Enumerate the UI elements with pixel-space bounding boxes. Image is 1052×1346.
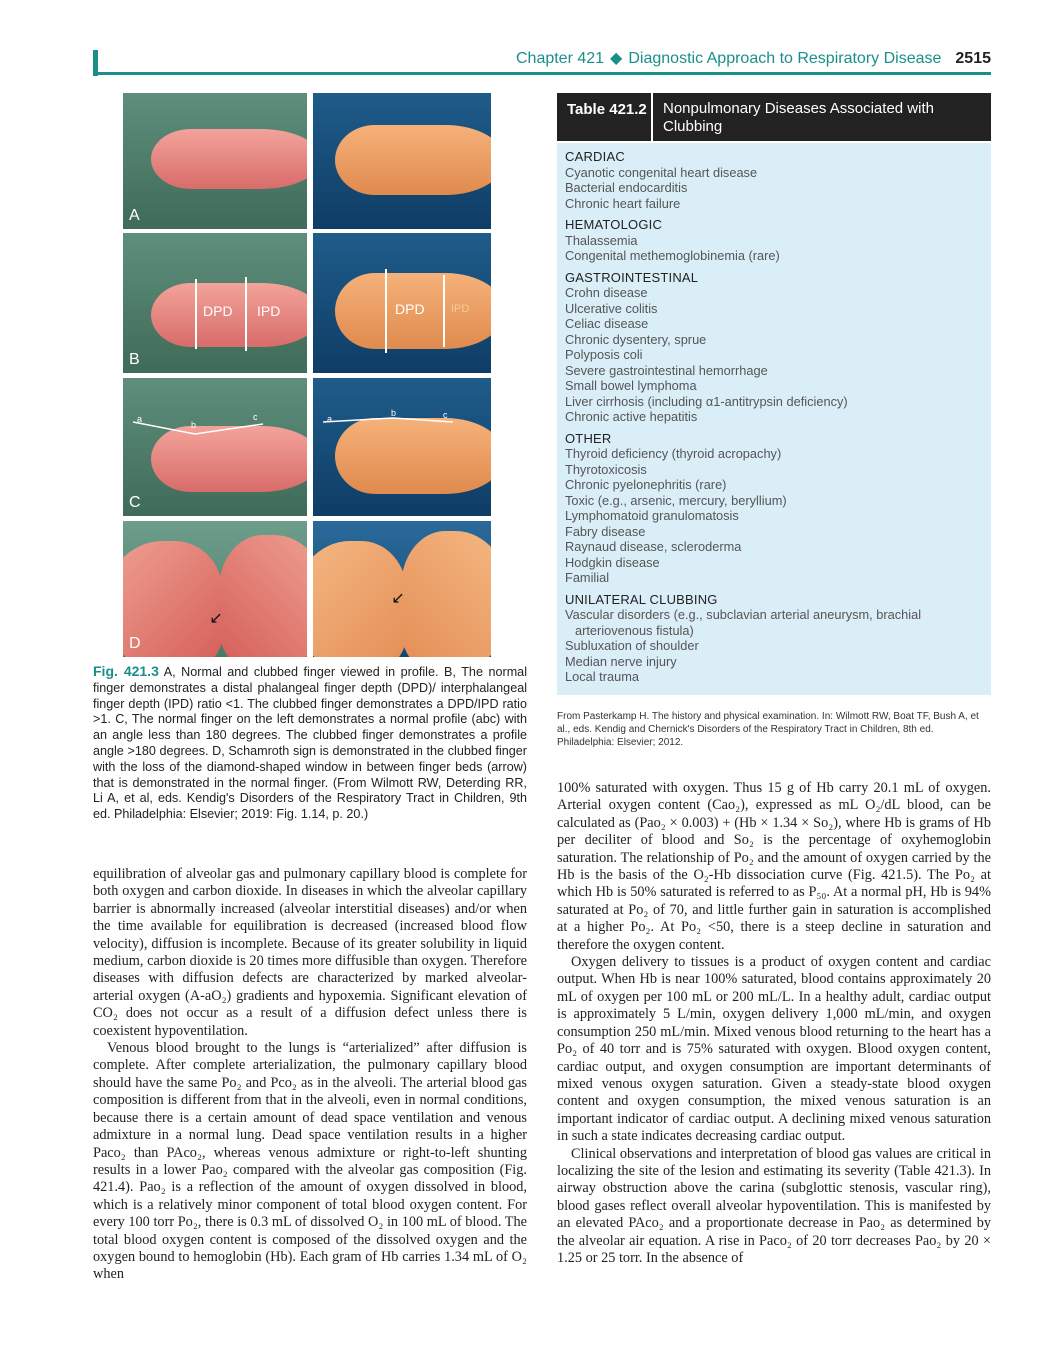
paragraph: Venous blood brought to the lungs is “arterialized” after diffusion is complete. After complete arterialization, the pulmonary capillary blood should have the same Po₂ and Pco₂ as in the alveoli. The arterial blood gas composition is different from that in the alveoli, even in normal conditions, because there is a certain amount of dead space ventilation and venous admixture in a normal lung. Dead space ventilation results in a higher Paco₂ than PAco₂, whereas venous admixture or right-to-left shunting results in a lower Pao₂ compared with the alveolar gas composition (Fig. 421.4). Pao₂ is a reflection of the amount of oxygen dissolved in blood, which is a relatively minor component of total blood oxygen content. For every 100 torr Po₂, there is 0.3 mL of dissolved O₂ in 100 mL of blood. The total blood oxygen content is composed of the dissolved oxygen and the oxygen bound to hemoglobin (Hb). Each gram of Hb carries 1.34 mL of O₂ when — [93, 1040, 527, 1283]
list-item: Lymphomatoid granulomatosis — [565, 508, 739, 523]
paragraph: Oxygen delivery to tissues is a product of oxygen content and cardiac output. When Hb is near 100% saturated, blood contains approximately 20 mL of oxygen per 100 mL or 200 mL/L. In a healthy adult, cardiac output is approximately 5 L/min, oxygen delivery 1,000 mL/min, and oxygen consumption 250 mL/min. Mixed venous blood returning to the heart has a Po₂ of 40 torr and is 75% saturated with oxygen. Blood oxygen content, cardiac output, and oxygen consumption are important determinants of mixed venous oxygen saturation. Given a steady-state blood oxygen content and oxygen consumption, the mixed venous saturation is an important indicator of cardiac output. A declining mixed venous saturation in such a state indicates decreasing cardiac output. — [557, 954, 991, 1145]
table-title: Nonpulmonary Diseases Associated with Clubbing — [663, 100, 934, 135]
list-item: Crohn disease — [565, 285, 648, 300]
list-item: arteriovenous fistula) — [575, 622, 694, 638]
finger-shape — [151, 129, 307, 189]
dpd-arrow — [195, 279, 197, 349]
list-item: Chronic active hepatitis — [565, 409, 698, 424]
figure-caption-text: A, Normal and clubbed finger viewed in profile. B, The normal finger demonstrates a distal phalangeal finger depth (DPD)/ interphalangeal finger depth (IPD) ratio <1. The clubbed finger demonstrates a DPD/IPD ratio >1. C, The normal finger on the left demonstrates a normal profile (abc) with an angle less than 180 degrees. The clubbed finger demonstrates a profile angle >180 degrees. D, Schamroth sign is demonstrated in the clubbed finger with the loss of the diamond-shaped window in between finger beds (arrow) that is demonstrated in the normal finger. (From Wilmott RW, Deterding RR, Li A, et al, eds. Kendig's Disorders of the Respiratory Tract in Children, 9th ed. Philadelphia: Elsevier; 2019: Fig. 1.14, p. 20.) — [93, 665, 527, 822]
list-item: Thalassemia — [565, 232, 638, 248]
list-item: Hodgkin disease — [565, 554, 660, 570]
panel-label-c: C — [129, 494, 141, 511]
photo-d-normal — [123, 521, 307, 657]
list-item: Polyposis coli — [565, 347, 643, 362]
arrow-icon: ↓ — [204, 607, 228, 630]
table-421-2 — [557, 93, 991, 695]
ipd-arrow — [443, 275, 445, 347]
paragraph: equilibration of alveolar gas and pulmonary capillary blood is complete for both oxygen and carbon dioxide. In diseases in which the alveolar capillary barrier is abnormally increased (alveolar interstitial diseases) and/or when the time available for equilibration is decreased (increased blood flow velocity), diffusion is incomplete. Because of its greater solubility in liquid medium, carbon dioxide is 20 times more diffusible than oxygen. Therefore diseases with diffusion defects are characterized by marked alveolar-arterial oxygen (A-aO₂) gradients and hypoxemia. Significant elevation of CO₂ does not occur as a result of a diffusion defect unless there is coexistent hypoventilation. — [93, 866, 527, 1039]
table-number: Table 421.2 — [557, 93, 653, 141]
ipd-label: IPD — [451, 303, 470, 315]
list-item: Liver cirrhosis (including α1-antitrypsin deficiency) — [565, 393, 848, 409]
photo-a-clubbed — [313, 93, 491, 229]
list-item: Toxic (e.g., arsenic, mercury, beryllium) — [565, 492, 787, 508]
ipd-arrow — [245, 277, 247, 351]
paragraph: Clinical observations and interpretation of blood gas values are critical in localizing the site of the lesion and estimating its severity (Table 421.3). In airway obstruction above the carina (subglottic stenosis, vascular ring), blood gases reflect overall alveolar hypoventilation. This is manifested by an elevated PAco₂ and a proportionate decrease in Pao₂ as determined by the alveolar air equation. A rise in Paco₂ of 20 torr decreases Pao₂ by 20 × 1.25 or 25 torr. In the absence of — [557, 1145, 991, 1266]
list-item: Thyrotoxicosis — [565, 461, 647, 477]
left-column-text — [93, 866, 527, 1284]
table-header — [557, 93, 991, 141]
dpd-label: DPD — [395, 301, 425, 317]
list-item: Vascular disorders (e.g., subclavian arterial aneurysm, brachial — [565, 607, 922, 622]
section-heading: UNILATERAL CLUBBING — [565, 591, 718, 607]
ipd-label: IPD — [257, 303, 281, 319]
diamond-icon: ◆ — [610, 50, 623, 67]
list-item: Congenital methemoglobinemia (rare) — [565, 248, 780, 263]
section-heading: CARDIAC — [565, 149, 625, 164]
figure-number: Fig. 421.3 — [93, 663, 159, 679]
list-item: Cyanotic congenital heart disease — [565, 164, 758, 180]
photo-c-clubbed — [313, 378, 491, 516]
photo-a-normal — [123, 93, 307, 229]
photo-c-normal — [123, 378, 307, 516]
list-item: Local trauma — [565, 669, 639, 684]
label-c: c — [443, 410, 448, 420]
table-body — [557, 143, 991, 695]
label-c: c — [253, 412, 258, 422]
list-item: Chronic dysentery, sprue — [565, 331, 707, 347]
panel-label-a: A — [129, 207, 140, 224]
list-item: Small bowel lymphoma — [565, 378, 697, 393]
list-item: Fabry disease — [565, 523, 646, 539]
arrow-icon: ↓ — [386, 587, 410, 610]
list-item: Subluxation of shoulder — [565, 638, 699, 653]
page-number: 2515 — [955, 50, 991, 67]
label-b: b — [191, 420, 197, 430]
list-item: Severe gastrointestinal hemorrhage — [565, 362, 768, 378]
table-section-hematologic — [565, 217, 983, 264]
list-item: Bacterial endocarditis — [565, 180, 688, 195]
panel-label-d: D — [129, 635, 141, 652]
list-item: Ulcerative colitis — [565, 300, 658, 316]
list-item: Celiac disease — [565, 316, 649, 331]
list-item: Raynaud disease, scleroderma — [565, 539, 742, 554]
header-rule — [93, 72, 991, 75]
chapter-title: Diagnostic Approach to Respiratory Disease — [628, 50, 942, 67]
paragraph: 100% saturated with oxygen. Thus 15 g of Hb carry 20.1 mL of oxygen. Arterial oxygen content (Cao₂), expressed as mL O₂/dL blood, can be calculated as (Pao₂ × 0.003) + (Hb × 1.34 × So₂), where Hb is grams of Hb per deciliter of blood and So₂ is the percentage of oxyhemoglobin saturation. The relationship of Po₂ and the amount of oxygen carried by the Hb is the basis of the O₂-Hb dissociation curve (Fig. 421.5). The Po₂ at which Hb is 50% saturated is referred to as P₅₀. At a normal pH, Hb is 94% saturated at Po₂ of 70, and little further gain in saturation is accomplished at a higher Po₂. At Po₂ <50, there is a steep decline in saturation and therefore the oxygen content. — [557, 780, 991, 953]
profile-angle-lines — [313, 378, 491, 516]
dpd-label: DPD — [203, 303, 233, 319]
list-item: Chronic heart failure — [565, 195, 681, 211]
table-section-gastrointestinal — [565, 270, 983, 425]
table-footnote: From Pasterkamp H. The history and physical examination. In: Wilmott RW, Boat TF, Bush A, et al., eds. Kendig and Chernick's Disorders of the Respiratory Tract in Children, 8th ed. Philadelphia: Elsevier; 2012. — [557, 711, 979, 748]
table-section-other — [565, 431, 983, 586]
section-heading: HEMATOLOGIC — [565, 217, 663, 232]
running-header — [93, 48, 991, 74]
photo-b-normal — [123, 233, 307, 373]
section-heading: OTHER — [565, 430, 612, 446]
photo-b-clubbed — [313, 233, 491, 373]
table-section-cardiac — [565, 149, 983, 211]
chapter-number: Chapter 421 — [515, 50, 605, 67]
label-b: b — [391, 408, 397, 418]
panel-label-b: B — [129, 351, 140, 368]
right-column-text — [557, 780, 991, 1267]
label-a: a — [327, 414, 333, 424]
list-item: Thyroid deficiency (thyroid acropachy) — [565, 446, 782, 461]
finger-shape — [219, 535, 307, 657]
section-heading: GASTROINTESTINAL — [565, 269, 699, 285]
dpd-arrow — [385, 269, 387, 353]
photo-d-clubbed — [313, 521, 491, 657]
table-section-unilateral — [565, 592, 983, 685]
list-item: Median nerve injury — [565, 653, 677, 669]
figure-caption — [93, 664, 527, 823]
profile-angle-lines — [123, 378, 307, 516]
list-item: Familial — [565, 570, 610, 585]
label-a: a — [137, 414, 143, 424]
finger-shape — [335, 125, 491, 195]
header-text — [516, 48, 991, 68]
list-item: Chronic pyelonephritis (rare) — [565, 477, 727, 492]
finger-shape — [401, 531, 491, 657]
